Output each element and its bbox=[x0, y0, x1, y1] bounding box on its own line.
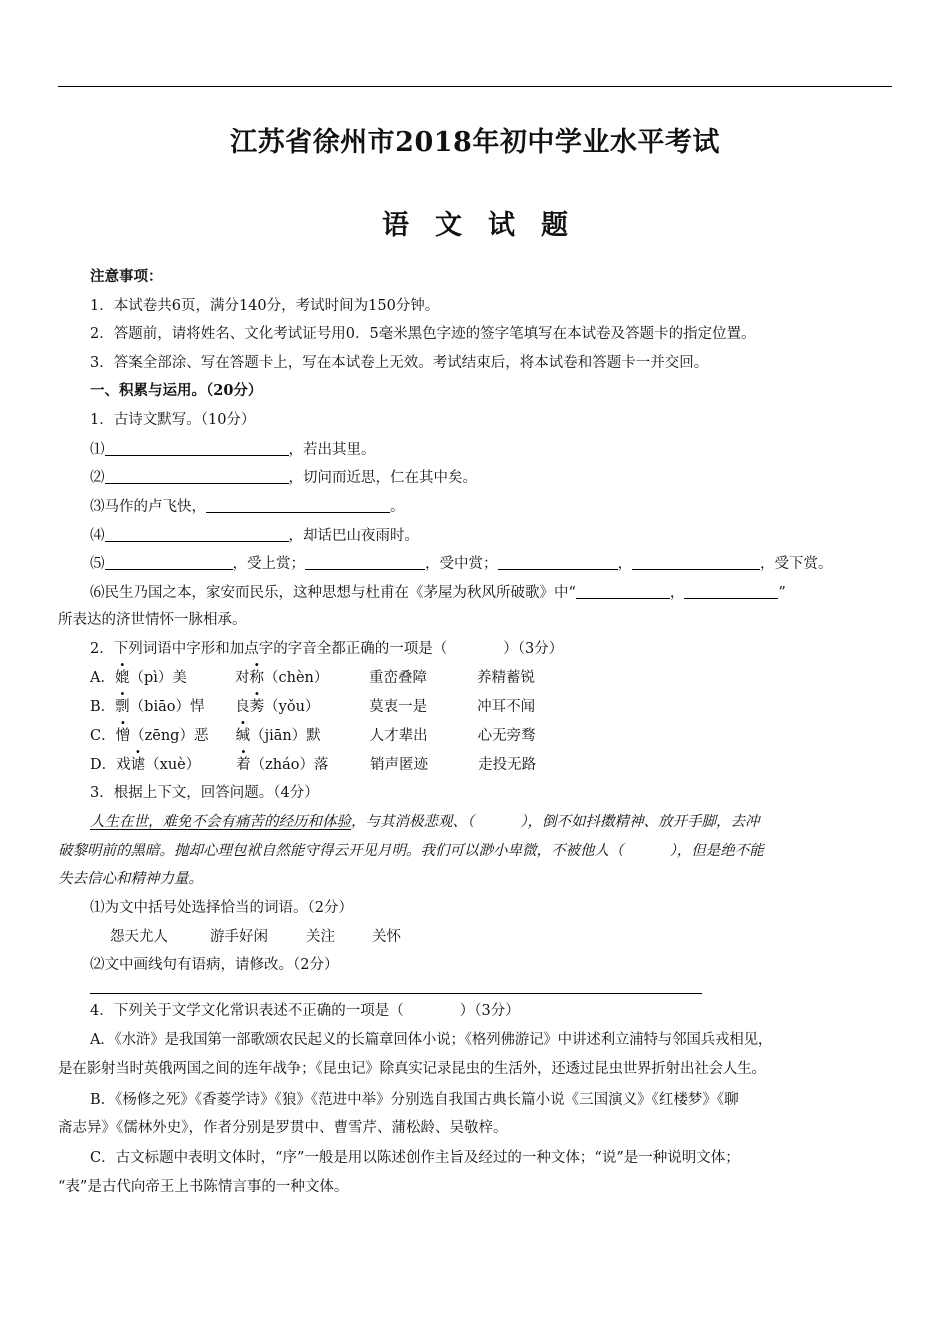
part-number: ⑶ bbox=[90, 499, 105, 515]
q1-part-6: ⑹民生乃国之本，家安而民乐，这种思想与杜甫在《茅屋为秋风所破歌》中“ ， ” bbox=[58, 582, 935, 603]
q3-sub-1: ⑴为文中括号处选择恰当的词语。（2分） bbox=[90, 900, 353, 916]
q3-word-options bbox=[58, 927, 950, 947]
q3-sub-2: ⑵文中画线句有语病，请修改。（2分） bbox=[90, 957, 339, 973]
section-heading: 一、积累与运用。（20分） bbox=[90, 382, 263, 399]
q3-passage-line-1: 人生在世，难免不会有痛苦的经历和体验，与其消极悲观、（ ），倒不如抖擞精神、放开手脚，去冲 bbox=[90, 814, 760, 830]
part-number: ⑵ bbox=[90, 470, 105, 486]
answer-line[interactable] bbox=[90, 993, 702, 994]
answer-blank[interactable] bbox=[105, 439, 289, 456]
q4-option-b[interactable]: B．《杨修之死》《香菱学诗》《狼》《范进中举》分别选自我国古典长篇小说《三国演义》《红楼梦》《聊 bbox=[90, 1092, 739, 1108]
answer-blank[interactable] bbox=[105, 467, 289, 484]
underlined-sentence: 人生在世，难免不会有痛苦的经历和体验 bbox=[90, 814, 351, 830]
answer-blank[interactable] bbox=[498, 553, 618, 570]
header-rule bbox=[58, 86, 892, 87]
q3-passage-line-2: 破黎明前的黑暗。抛却心理包袱自然能守得云开见月明。我们可以渺小卑微，不被他人（ ），但是绝不能 bbox=[58, 843, 764, 859]
q4-option-c-cont: “表”是古代向帝王上书陈情言事的一种文体。 bbox=[58, 1179, 349, 1195]
q1-part-1: ⑴ ，若出其里。 bbox=[58, 439, 935, 460]
answer-blank[interactable] bbox=[305, 553, 425, 570]
q2-option-b[interactable]: B．剽（biāo）悍 良莠（yǒu） 莫衷一是 冲耳不闻 bbox=[90, 699, 536, 715]
answer-blank[interactable] bbox=[576, 582, 670, 599]
q2-stem: 2．下列词语中字形和加点字的字音全都正确的一项是（ ）（3分） bbox=[90, 641, 564, 657]
answer-blank[interactable] bbox=[632, 553, 760, 570]
answer-blank[interactable] bbox=[684, 582, 778, 599]
word-option[interactable]: 关怀 bbox=[372, 929, 401, 945]
q1-part-2: ⑵ ，切问而近思，仁在其中矣。 bbox=[58, 467, 935, 488]
answer-blank[interactable] bbox=[105, 553, 233, 570]
answer-blank[interactable] bbox=[105, 525, 289, 542]
q1-part-5: ⑸ ，受上赏； ，受中赏； ， ，受下赏。 bbox=[58, 553, 935, 574]
q1-stem: 1．古诗文默写。（10分） bbox=[90, 412, 256, 428]
notice-item-1: 1．本试卷共6页，满分140分，考试时间为150分钟。 bbox=[90, 298, 440, 314]
part-number: ⑷ bbox=[90, 528, 105, 544]
notice-item-2: 2．答题前，请将姓名、文化考试证号用0．5毫米黑色字迹的签字笔填写在本试卷及答题卡的指定位置。 bbox=[90, 326, 756, 342]
word-option[interactable]: 怨天尤人 bbox=[110, 929, 168, 945]
part-number: ⑸ bbox=[90, 556, 105, 572]
q4-option-b-cont: 斋志异》《儒林外史》，作者分别是罗贯中、曹雪芹、蒲松龄、吴敬梓。 bbox=[58, 1120, 508, 1136]
q4-stem: 4．下列关于文学文化常识表述不正确的一项是（ ）（3分） bbox=[90, 1003, 520, 1019]
q2-option-d[interactable]: D．戏谑（xuè） 着（zháo）落 销声匿迹 走投无路 bbox=[90, 757, 537, 773]
q2-option-c[interactable]: C．憎（zēng）恶 缄（jiān）默 人才辈出 心无旁骛 bbox=[90, 728, 536, 744]
exam-subtitle: 语文试题 bbox=[382, 210, 594, 241]
q4-option-c[interactable]: C．古文标题中表明文体时，“序”一般是用以陈述创作主旨及经过的一种文体；“说”是一种说明文体； bbox=[90, 1150, 740, 1166]
q4-option-a-cont: 是在影射当时英俄两国之间的连年战争；《昆虫记》除真实记录昆虫的生活外，还透过昆虫世界折射出社会人生。 bbox=[58, 1061, 766, 1077]
q1-part-6-cont: 所表达的济世情怀一脉相承。 bbox=[58, 612, 247, 628]
q4-option-a[interactable]: A．《水浒》是我国第一部歌颂农民起义的长篇章回体小说；《格列佛游记》中讲述利立浦特与邻国兵戎相见， bbox=[90, 1032, 773, 1048]
q3-stem: 3．根据上下文，回答问题。（4分） bbox=[90, 785, 319, 801]
q3-passage-line-3: 失去信心和精神力量。 bbox=[58, 871, 203, 887]
notice-item-3: 3．答案全部涂、写在答题卡上，写在本试卷上无效。考试结束后，将本试卷和答题卡一并交回。 bbox=[90, 355, 709, 371]
exam-title: 江苏省徐州市2018年初中学业水平考试 bbox=[230, 127, 720, 158]
answer-blank[interactable] bbox=[206, 496, 390, 513]
notice-heading: 注意事项： bbox=[90, 268, 163, 285]
word-option[interactable]: 游手好闲 bbox=[210, 929, 268, 945]
word-option[interactable]: 关注 bbox=[306, 929, 335, 945]
q2-option-a[interactable]: A．媲（pì）美 对称（chèn） 重峦叠障 养精蓄锐 bbox=[90, 670, 535, 686]
q1-part-4: ⑷ ，却话巴山夜雨时。 bbox=[58, 525, 935, 546]
q1-part-3: ⑶马作的卢飞快， 。 bbox=[58, 496, 935, 517]
part-number: ⑴ bbox=[90, 442, 105, 458]
